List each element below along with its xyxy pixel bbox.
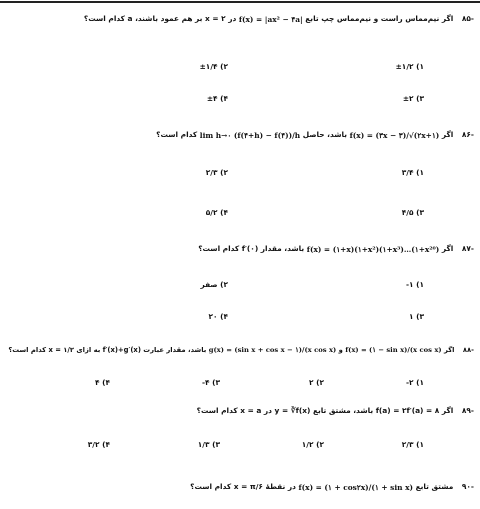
- option-3[interactable]: ۳) ۱/۳: [197, 440, 220, 449]
- option-4[interactable]: ۴) ۴: [95, 378, 110, 387]
- option-2[interactable]: ۲) ±۱/۴: [199, 62, 228, 71]
- option-1[interactable]: ۱) ۳/۴: [401, 168, 424, 177]
- question-text-mid: باشد، مقدار عبارت f′(x)+g′(x) به ازای x = ۱/۲: [48, 346, 207, 354]
- question-number: -۸۷: [461, 244, 474, 253]
- question-text-end: f′(۰) کدام است؟: [198, 244, 259, 253]
- option-1[interactable]: ۱) ۱-: [405, 280, 424, 289]
- question-text-mid: در نقطهٔ x = π/۶: [233, 482, 296, 491]
- question-88: [4, 346, 474, 354]
- function-expression: f(x) = (۳x − ۳)/√(۲x+۱): [349, 130, 440, 140]
- option-2[interactable]: ۲) ۲: [309, 378, 324, 387]
- option-4[interactable]: ۴) ۵/۲: [205, 208, 228, 217]
- question-text: اگر: [443, 346, 455, 354]
- option-2[interactable]: ۲) ۲/۳: [205, 168, 228, 177]
- question-85: [4, 14, 474, 24]
- question-86: [4, 130, 474, 140]
- function-expression: f(x) = |ax² − ۴a|: [238, 14, 303, 24]
- question-text: اگر: [441, 244, 454, 253]
- option-2[interactable]: ۲) ۱/۲: [301, 440, 324, 449]
- function-expression: f(x) = (۱ + cos۲x)/(۱ + sin x): [298, 482, 413, 492]
- question-text-end: کدام است؟: [156, 130, 198, 139]
- function-expression: f(x) = (۱+x)(۱+x²)(۱+x³)…(۱+x²⁰): [306, 244, 440, 254]
- option-2[interactable]: ۲) صفر: [200, 280, 228, 289]
- question-text: مشتق تابع: [415, 482, 454, 491]
- option-4[interactable]: ۴) ۲۰: [208, 312, 228, 321]
- question-text-mid: باشد، حاصل: [302, 130, 348, 139]
- question-number: -۸۸: [462, 346, 474, 354]
- option-1[interactable]: ۱) ۲-: [405, 378, 424, 387]
- question-text-mid: باشد، مقدار: [260, 244, 305, 253]
- option-1[interactable]: ۱) ±۱/۲: [395, 62, 424, 71]
- question-87: [4, 244, 474, 254]
- option-1[interactable]: ۱) ۲/۳: [401, 440, 424, 449]
- limit-expression: lim h→۰ (f(۴+h) − f(۴))/h: [199, 130, 301, 140]
- question-text: اگر: [441, 130, 454, 139]
- option-3[interactable]: ۳) ۱: [409, 312, 424, 321]
- option-3[interactable]: ۳) ۴/۵: [401, 208, 424, 217]
- function-g-expression: g(x) = (sin x + cos x − ۱)/(x cos x): [208, 346, 337, 354]
- question-text-end: کدام است؟: [196, 406, 238, 415]
- question-text-mid: باشد، مشتق تابع y = ∛f(x) در x = a: [240, 406, 374, 415]
- question-89: [4, 406, 474, 415]
- question-text-end: a کدام است؟: [83, 14, 133, 23]
- question-text: اگر f(a) = ۲f′(a) = ۸: [375, 406, 454, 415]
- top-rule: [0, 1, 480, 3]
- question-number: -۸۶: [461, 130, 474, 139]
- question-text-end: کدام است؟: [8, 346, 47, 354]
- question-number: -۸۵: [461, 14, 474, 23]
- question-text-end: کدام است؟: [190, 482, 232, 491]
- question-text-mid: در x = ۲ بر هم عمود باشند،: [135, 14, 237, 23]
- option-3[interactable]: ۳) ±۲: [402, 94, 424, 103]
- option-4[interactable]: ۴) ±۴: [206, 94, 228, 103]
- option-4[interactable]: ۴) ۳/۲: [87, 440, 110, 449]
- question-number: -۹۰: [461, 482, 474, 491]
- function-f-expression: f(x) = (۱ − sin x)/(x cos x): [345, 346, 442, 354]
- question-text: اگر نیم‌مماس راست و نیم‌مماس چپ تابع: [305, 14, 454, 23]
- question-text-and: و: [338, 346, 343, 354]
- option-3[interactable]: ۳) ۴-: [201, 378, 220, 387]
- question-number: -۸۹: [461, 406, 474, 415]
- question-90: [4, 482, 474, 492]
